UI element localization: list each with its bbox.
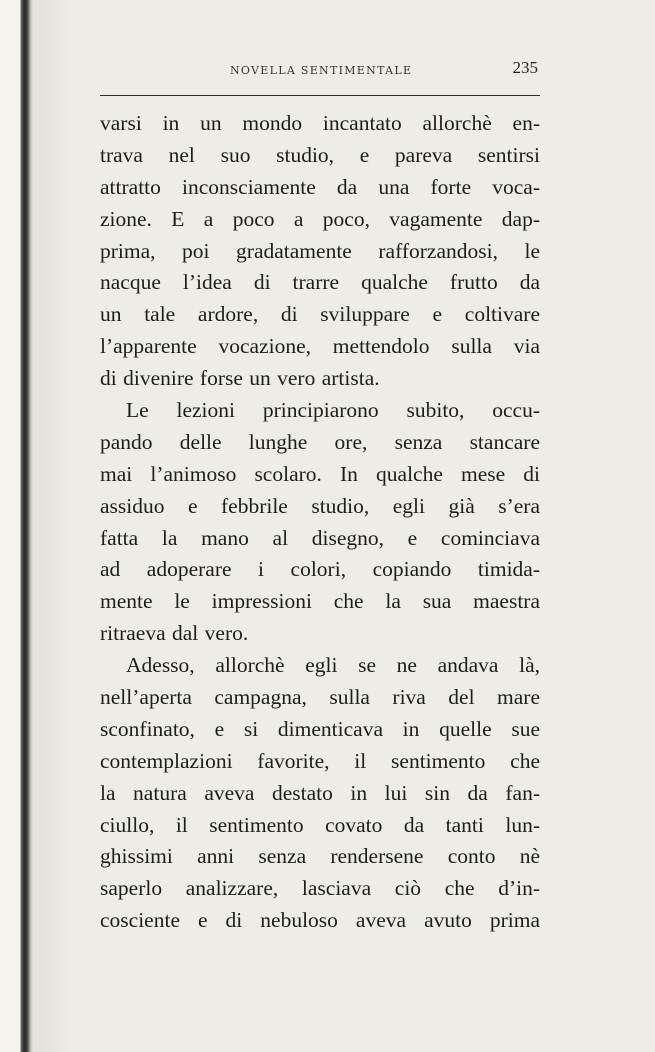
- text-line: ghissimi anni senza rendersene conto nè: [100, 844, 540, 869]
- page-gutter-shadow: [34, 0, 74, 1052]
- text-line: nell’aperta campagna, sulla riva del mare: [100, 685, 540, 710]
- text-line: fatta la mano al disegno, e cominciava: [100, 525, 540, 550]
- text-line: l’apparente vocazione, mettendolo sulla via: [100, 334, 540, 359]
- text-line: ad adoperare i colori, copiando timida-: [100, 557, 540, 582]
- paragraph-start-line: Adesso, allorchè egli se ne andava là,: [126, 653, 540, 678]
- paragraph-start-line: Le lezioni principiarono subito, occu-: [126, 398, 540, 423]
- text-line: cosciente e di nebuloso aveva avuto prima: [100, 908, 540, 933]
- running-title: NOVELLA SENTIMENTALE: [230, 64, 413, 77]
- text-line: mai l’animoso scolaro. In qualche mese di: [100, 461, 540, 486]
- text-line: pando delle lunghe ore, senza stancare: [100, 429, 540, 454]
- text-line: prima, poi gradatamente rafforzandosi, le: [100, 238, 540, 263]
- text-line: la natura aveva destato in lui sin da fan-: [100, 780, 540, 805]
- page-number: 235: [512, 58, 538, 77]
- text-line: zione. E a poco a poco, vagamente dap-: [100, 206, 540, 231]
- paragraph-end-line: di divenire forse un vero artista.: [100, 366, 380, 391]
- text-line: sconfinato, e si dimenticava in quelle sue: [100, 716, 540, 741]
- text-line: contemplazioni favorite, il sentimento che: [100, 748, 540, 773]
- text-line: nacque l’idea di trarre qualche frutto da: [100, 270, 540, 295]
- header-rule: [100, 95, 540, 96]
- running-head: [100, 55, 540, 85]
- text-line: saperlo analizzare, lasciava ciò che d’in-: [100, 876, 540, 901]
- book-binding-edge: [0, 0, 34, 1052]
- paragraph-end-line: ritraeva dal vero.: [100, 621, 249, 646]
- text-line: attratto inconsciamente da una forte voca-: [100, 174, 540, 199]
- text-line: assiduo e febbrile studio, egli già s’era: [100, 493, 540, 518]
- text-line: un tale ardore, di sviluppare e coltivare: [100, 302, 540, 327]
- text-line: varsi in un mondo incantato allorchè en-: [100, 111, 540, 135]
- body-text: [100, 108, 540, 937]
- text-line: ciullo, il sentimento covato da tanti lun-: [100, 812, 540, 837]
- text-line: mente le impressioni che la sua maestra: [100, 589, 540, 614]
- text-line: trava nel suo studio, e pareva sentirsi: [100, 142, 540, 167]
